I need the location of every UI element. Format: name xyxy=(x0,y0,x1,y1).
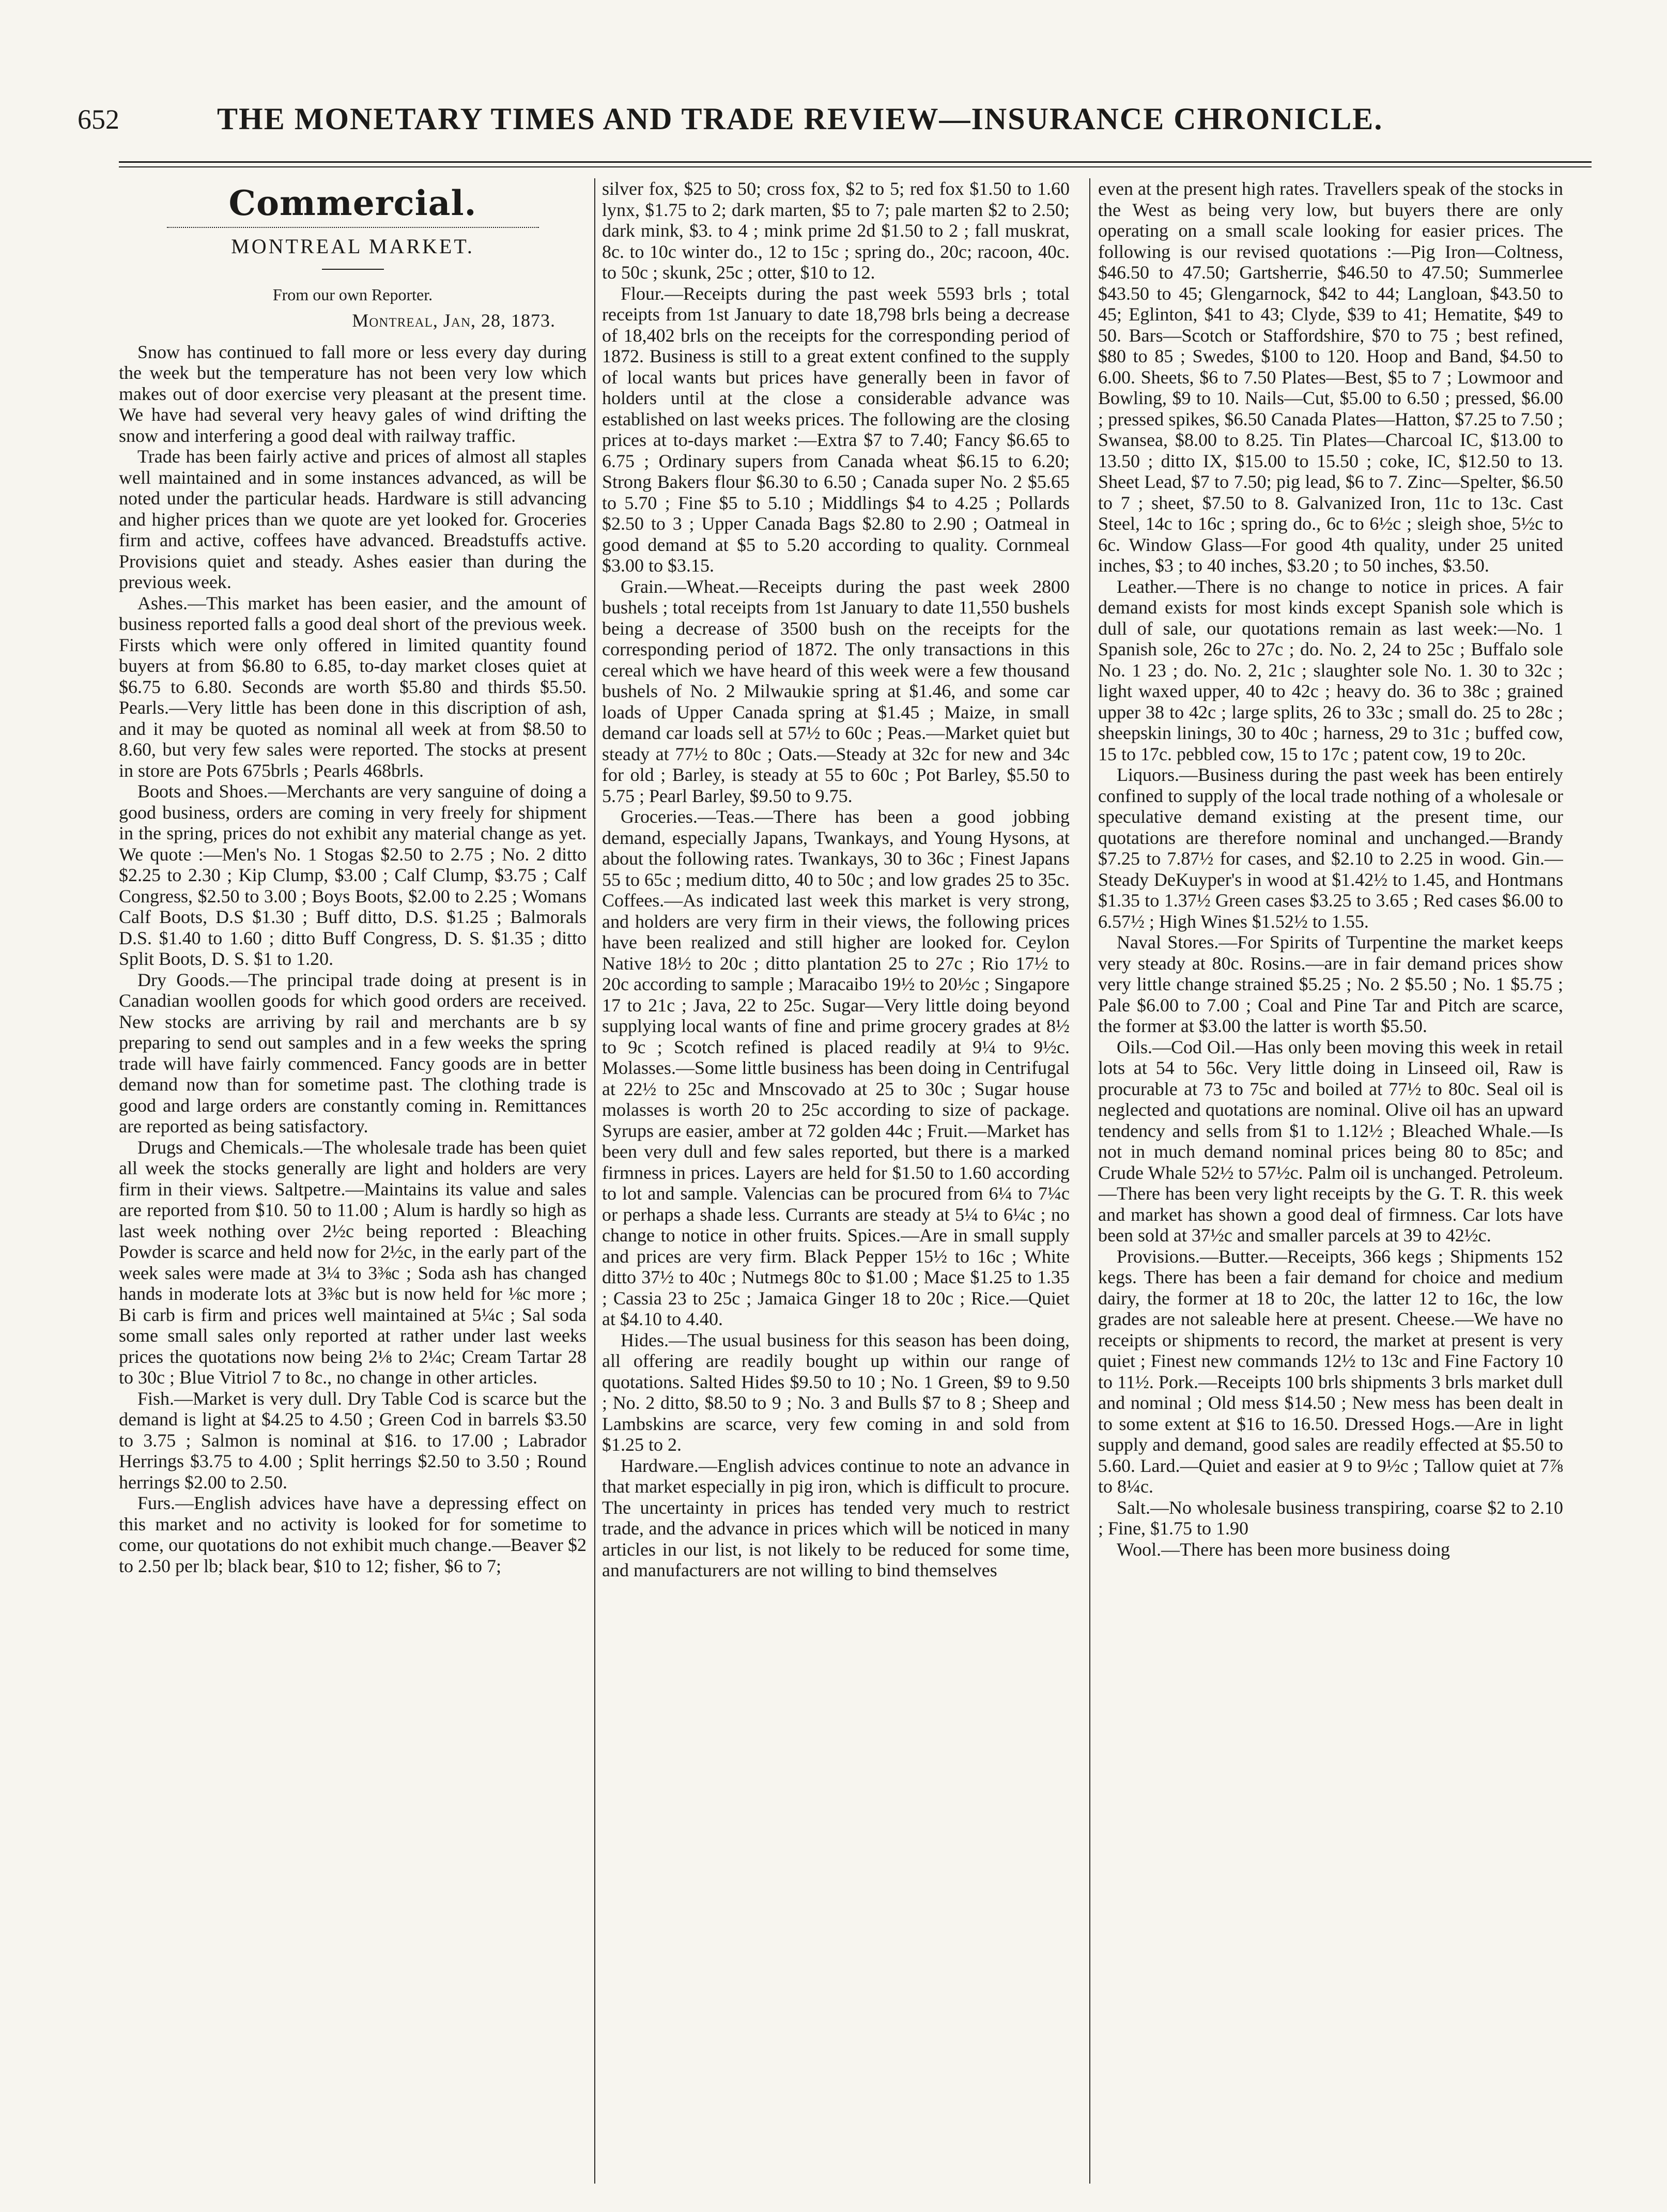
paragraph-leather: Leather.—There is no change to notice in prices. A fair demand exists for most kinds except Spanish sole which is dull of sale, our quotations remain as last week:—No. 1 Spanish sole, 26c to 27c ; do. No. 2, 24 to 25c ; Buffalo sole No. 1 23 ; do. No. 2, 21c ; slaughter sole No. 1. 30 to 32c ; light waxed upper, 40 to 42c ; heavy do. 36 to 38c ; grained upper 38 to 42c ; large splits, 26 to 33c ; small do. 25 to 28c ; sheepskin linings, 30 to 40c ; harness, 29 to 31c ; buffed cow, 15 to 17c. pebbled cow, 15 to 17c ; patent cow, 19 to 20c. xyxy=(1098,576,1563,764)
short-rule xyxy=(322,269,384,270)
paragraph-weather: Snow has continued to fall more or less every day during the week but the temperature has not been very low which makes out of door exercise very pleasant at the present time. We have had several very heavy gales of wind drifting the snow and interfering a good deal with railway traffic. xyxy=(119,341,586,446)
paragraph-hides: Hides.—The usual business for this season has been doing, all offering are readily bought up within our range of quotations. Salted Hides $9.50 to 10 ; No. 1 Green, $9 to 9.50 ; No. 2 ditto, $8.50 to 9 ; No. 3 and Bulls $7 to 8 ; Sheep and Lambskins are scarce, very few coming in and sold from $1.25 to 2. xyxy=(602,1329,1070,1455)
column-1 xyxy=(119,178,586,2184)
paragraph-liquors: Liquors.—Business during the past week has been entirely confined to supply of the local trade nothing of a wholesale or speculative demand existing at the present time, our quotations are therefore nominal and unchanged.—Brandy $7.25 to 7.87½ for cases, and $2.10 to 2.25 in wood. Gin.—Steady DeKuyper's in wood at $1.42½ to 1.45, and Hontmans $1.35 to 1.37½ Green cases $3.25 to 3.65 ; Red cases $6.00 to 6.57½ ; High Wines $1.52½ to 1.55. xyxy=(1098,764,1563,932)
page-number: 652 xyxy=(78,104,119,135)
column-divider xyxy=(594,178,595,2184)
dateline: Montreal, Jan, 28, 1873. xyxy=(352,310,555,331)
paragraph-fish: Fish.—Market is very dull. Dry Table Cod is scarce but the demand is light at $4.25 to 4.50 ; Green Cod in barrels $3.50 to 3.75 ; Salmon is nominal at $16. to 17.00 ; Labrador Herrings $3.75 to 4.00 ; Split herrings $2.50 to 3.50 ; Round herrings $2.00 to 2.50. xyxy=(119,1388,586,1493)
paragraph-hardware: Hardware.—English advices continue to note an advance in that market especially in pig iron, which is difficult to procure. The uncertainty in prices has tended very much to restrict trade, and the advance in prices which will be noticed in many articles in our list, is not likely to be reduced for some time, and manufacturers are not willing to bind themselves xyxy=(602,1455,1070,1580)
title-rule xyxy=(167,227,539,228)
paragraph-trade: Trade has been fairly active and prices of almost all staples well maintained and in some instances advanced, as will be noted under the particular heads. Hardware is still advancing and higher prices than we quote are yet looked for. Groceries firm and active, coffees have advanced. Breadstuffs active. Provisions quiet and steady. Ashes easier than during the previous week. xyxy=(119,446,586,592)
section-title: Commercial. xyxy=(228,183,477,223)
header-rule xyxy=(119,161,1592,163)
column-2 xyxy=(602,178,1070,2184)
paragraph-salt: Salt.—No wholesale business transpiring, coarse $2 to 2.10 ; Fine, $1.75 to 1.90 xyxy=(1098,1497,1563,1539)
paragraph-oils: Oils.—Cod Oil.—Has only been moving this week in retail lots at 54 to 56c. Very little doing in Linseed oil, Raw is procurable at 73 to 75c and boiled at 77½ to 80c. Seal oil is neglected and quotations are nominal. Olive oil has an upward tendency and sells from $1 to 1.12½ ; Bleached Whale.—Is not in much demand nominal prices being 80 to 85c; and Crude Whale 52½ to 57½c. Palm oil is unchanged. Petroleum.—There has been very light receipts by the G. T. R. this week and market has shown a good deal of firmness. Car lots have been sold at 37½c and smaller parcels at 39 to 42½c. xyxy=(1098,1036,1563,1246)
paragraph-provisions: Provisions.—Butter.—Receipts, 366 kegs ; Shipments 152 kegs. There has been a fair demand for choice and medium dairy, the former at 18 to 20c, the latter 12 to 16c, the low grades are not saleable here at present. Cheese.—We have no receipts or shipments to record, the market at present is very quiet ; Finest new commands 12½ to 13c and Fine Factory 10 to 11½. Pork.—Receipts 100 brls shipments 3 brls market dull and nominal ; Old mess $14.50 ; New mess has been dealt in to some extent at $16 to 16.50. Dressed Hogs.—Are in light supply and demand, good sales are readily effected at $5.50 to 5.60. Lard.—Quiet and easier at 9 to 9½c ; Tallow quiet at 7⅞ to 8¼c. xyxy=(1098,1246,1563,1497)
reporter-line: From our own Reporter. xyxy=(272,285,433,304)
paragraph-groceries: Groceries.—Teas.—There has been a good jobbing demand, especially Japans, Twankays, and Young Hysons, at about the following rates. Twankays, 30 to 36c ; Finest Japans 55 to 65c ; medium ditto, 40 to 50c ; and low grades 25 to 35c. Coffees.—As indicated last week this market is very strong, and holders are very firm in their views, the following prices have been realized and still higher are looked for. Ceylon Native 18½ to 20c ; ditto plantation 25 to 27c ; Rio 17½ to 20c according to sample ; Maracaibo 19½ to 20½c ; Singapore 17 to 21c ; Java, 22 to 25c. Sugar—Very little doing beyond supplying local wants of fine and prime grocery grades at 8½ to 9c ; Scotch refined is placed readily at 9¼ to 9½c. Molasses.—Some little business has been doing in Centrifugal at 22½ to 25c and Mnscovado at 25 to 30c ; Sugar house molasses is worth 20 to 25c according to size of package. Syrups are easier, amber at 72 golden 44c ; Fruit.—Market has been very dull and few sales reported, but there is a marked firmness in prices. Layers are held for $1.50 to 1.60 according to lot and sample. Valencias can be procured from 6¼ to 7¼c or perhaps a shade less. Currants are steady at 5¼ to 6¼c ; no change to notice in other fruits. Spices.—Are in small supply and prices are very firm. Black Pepper 15½ to 16c ; White ditto 37½ to 40c ; Nutmegs 80c to $1.00 ; Mace $1.25 to 1.35 ; Cassia 23 to 25c ; Jamaica Ginger 18 to 20c ; Rice.—Quiet at $4.10 to 4.40. xyxy=(602,806,1070,1329)
paragraph-grain: Grain.—Wheat.—Receipts during the past week 2800 bushels ; total receipts from 1st January to date 11,550 bushels being a decrease of 3500 bush on the receipts for the corresponding period of 1872. The only transactions in this cereal which we have heard of this week were a few thousand bushels of No. 2 Milwaukie spring at $1.46, and some car loads of Upper Canada spring at $1.45 ; Maize, in small demand car loads sell at 57½ to 60c ; Peas.—Market quiet but steady at 77½ to 80c ; Oats.—Steady at 32c for new and 34c for old ; Barley, is steady at 55 to 60c ; Pot Barley, $5.50 to 5.75 ; Pearl Barley, $9.50 to 9.75. xyxy=(602,576,1070,806)
paragraph-drugs-chemicals: Drugs and Chemicals.—The wholesale trade has been quiet all week the stocks generally are light and holders are very firm in their views. Saltpetre.—Maintains its value and sales are reported from $10. 50 to 11.00 ; Alum is hardly so high as last week nothing over 2½c being reported : Bleaching Powder is scarce and held now for 2½c, in the early part of the week sales were made at 3¼ to 3⅜c ; Soda ash has changed hands in moderate lots at 3⅜c but is now held for ⅛c more ; Bi carb is firm and prices well maintained at 5¼c ; Sal soda some small sales only reported at rather under last weeks prices the quotations now being 2⅛ to 2¼c; Cream Tartar 28 to 30c ; Blue Vitriol 7 to 8c., no change in other articles. xyxy=(119,1136,586,1388)
paragraph-furs: Furs.—English advices have have a depressing effect on this market and no activity is looked for for sometime to come, our quotations do not exhibit much change.—Beaver $2 to 2.50 per lb; black bear, $10 to 12; fisher, $6 to 7; xyxy=(119,1493,586,1576)
paragraph-dry-goods: Dry Goods.—The principal trade doing at present is in Canadian woollen goods for which good orders are received. New stocks are arriving by rail and merchants are b sy preparing to send out samples and in a few weeks the spring trade will have fairly commenced. Fancy goods are in better demand now than for sometime past. The clothing trade is good and large orders are constantly coming in. Remittances are reported as being satisfactory. xyxy=(119,969,586,1136)
paragraph-ashes: Ashes.—This market has been easier, and the amount of business reported falls a good deal short of the previous week. Firsts which were only offered in limited quantity found buyers at from $6.80 to 6.85, to-day market closes quiet at $6.75 to 6.80. Seconds are worth $5.80 and thirds $5.50. Pearls.—Very little has been done in this discription of ash, and it may be quoted as nominal all week at from $8.50 to 8.60, but very few sales were reported. The stocks at present in store are Pots 675brls ; Pearls 468brls. xyxy=(119,592,586,781)
paragraph-furs-continued: silver fox, $25 to 50; cross fox, $2 to 5; red fox $1.50 to 1.60 lynx, $1.75 to 2; dark marten, $5 to 7; pale marten $2 to 2.50; dark mink, $3. to 4 ; mink prime 2d $1.50 to 2 ; fall muskrat, 8c. to 10c winter do., 12 to 15c ; spring do., 20c; racoon, 40c. to 50c ; skunk, 25c ; otter, $10 to 12. xyxy=(602,178,1070,283)
column-divider xyxy=(1089,178,1090,2184)
paragraph-hardware-continued: even at the present high rates. Travellers speak of the stocks in the West as being very low, but buyers there are only operating on a small scale looking for easier prices. The following is our revised quotations :—Pig Iron—Coltness, $46.50 to 47.50; Gartsherrie, $46.50 to 47.50; Summerlee $43.50 to 45; Glengarnock, $42 to 44; Langloan, $43.50 to 45; Eglinton, $41 to 43; Clyde, $39 to 41; Hematite, $49 to 50. Bars—Scotch or Staffordshire, $70 to 75 ; best refined, $80 to 85 ; Swedes, $100 to 120. Hoop and Band, $4.50 to 6.00. Sheets, $6 to 7.50 Plates—Best, $5 to 7 ; Lowmoor and Bowling, $9 to 10. Nails—Cut, $5.00 to 6.50 ; pressed, $6.00 ; pressed spikes, $6.50 Canada Plates—Hatton, $7.25 to 7.50 ; Swansea, $8.00 to 8.25. Tin Plates—Charcoal IC, $13.00 to 13.50 ; ditto IX, $15.00 to 15.50 ; coke, IC, $12.50 to 13. Sheet Lead, $7 to 7.50; pig lead, $6 to 7. Zinc—Spelter, $6.50 to 7 ; sheet, $7.50 to 8. Galvanized Iron, 11c to 13c. Cast Steel, 14c to 16c ; spring do., 6c to 6½c ; sleigh shoe, 5½c to 6c. Window Glass—For good 4th quality, under 25 united inches, $3 ; to 40 inches, $3.20 ; to 50 inches, $3.50. xyxy=(1098,178,1563,576)
running-title: THE MONETARY TIMES AND TRADE REVIEW—INSURANCE CHRONICLE. xyxy=(217,102,1383,136)
paragraph-boots-shoes: Boots and Shoes.—Merchants are very sanguine of doing a good business, orders are coming in very freely for shipment in the spring, prices do not exhibit any material change as yet. We quote :—Men's No. 1 Stogas $2.50 to 2.75 ; No. 2 ditto $2.25 to 2.30 ; Kip Clump, $3.00 ; Calf Clump, $3.75 ; Calf Congress, $2.50 to 3.00 ; Boys Boots, $2.00 to 2.25 ; Womans Calf Boots, D.S $1.30 ; Buff ditto, D.S. $1.25 ; Balmorals D.S. $1.40 to 1.60 ; ditto Buff Congress, D. S. $1.35 ; ditto Split Boots, D. S. $1 to 1.20. xyxy=(119,781,586,969)
market-title: MONTREAL MARKET. xyxy=(231,235,474,258)
header-rule-thin xyxy=(119,166,1592,167)
paragraph-wool: Wool.—There has been more business doing xyxy=(1117,1539,1450,1560)
column-3 xyxy=(1098,178,1563,2184)
paragraph-naval-stores: Naval Stores.—For Spirits of Turpentine the market keeps very steady at 80c. Rosins.—are in fair demand prices show very little change strained $5.25 ; No. 2 $5.50 ; No. 1 $5.75 ; Pale $6.00 to 7.00 ; Coal and Pine Tar and Pitch are scarce, the former at $3.00 the latter is worth $5.50. xyxy=(1098,932,1563,1036)
paragraph-flour: Flour.—Receipts during the past week 5593 brls ; total receipts from 1st January to date 18,798 brls being a decrease of 18,402 brls on the receipts for the corresponding period of 1872. Business is still to a great extent confined to the supply of local wants but prices have generally been in favor of holders until at the close a considerable advance was established on last weeks prices. The following are the closing prices at to-days market :—Extra $7 to 7.40; Fancy $6.65 to 6.75 ; Ordinary supers from Canada wheat $6.15 to 6.20; Strong Bakers flour $6.30 to 6.50 ; Canada super No. 2 $5.65 to 5.70 ; Fine $5 to 5.10 ; Middlings $4 to 4.25 ; Pollards $2.50 to 3 ; Upper Canada Bags $2.80 to 2.90 ; Oatmeal in good demand at $5 to 5.20 according to quality. Cornmeal $3.00 to $3.15. xyxy=(602,283,1070,576)
